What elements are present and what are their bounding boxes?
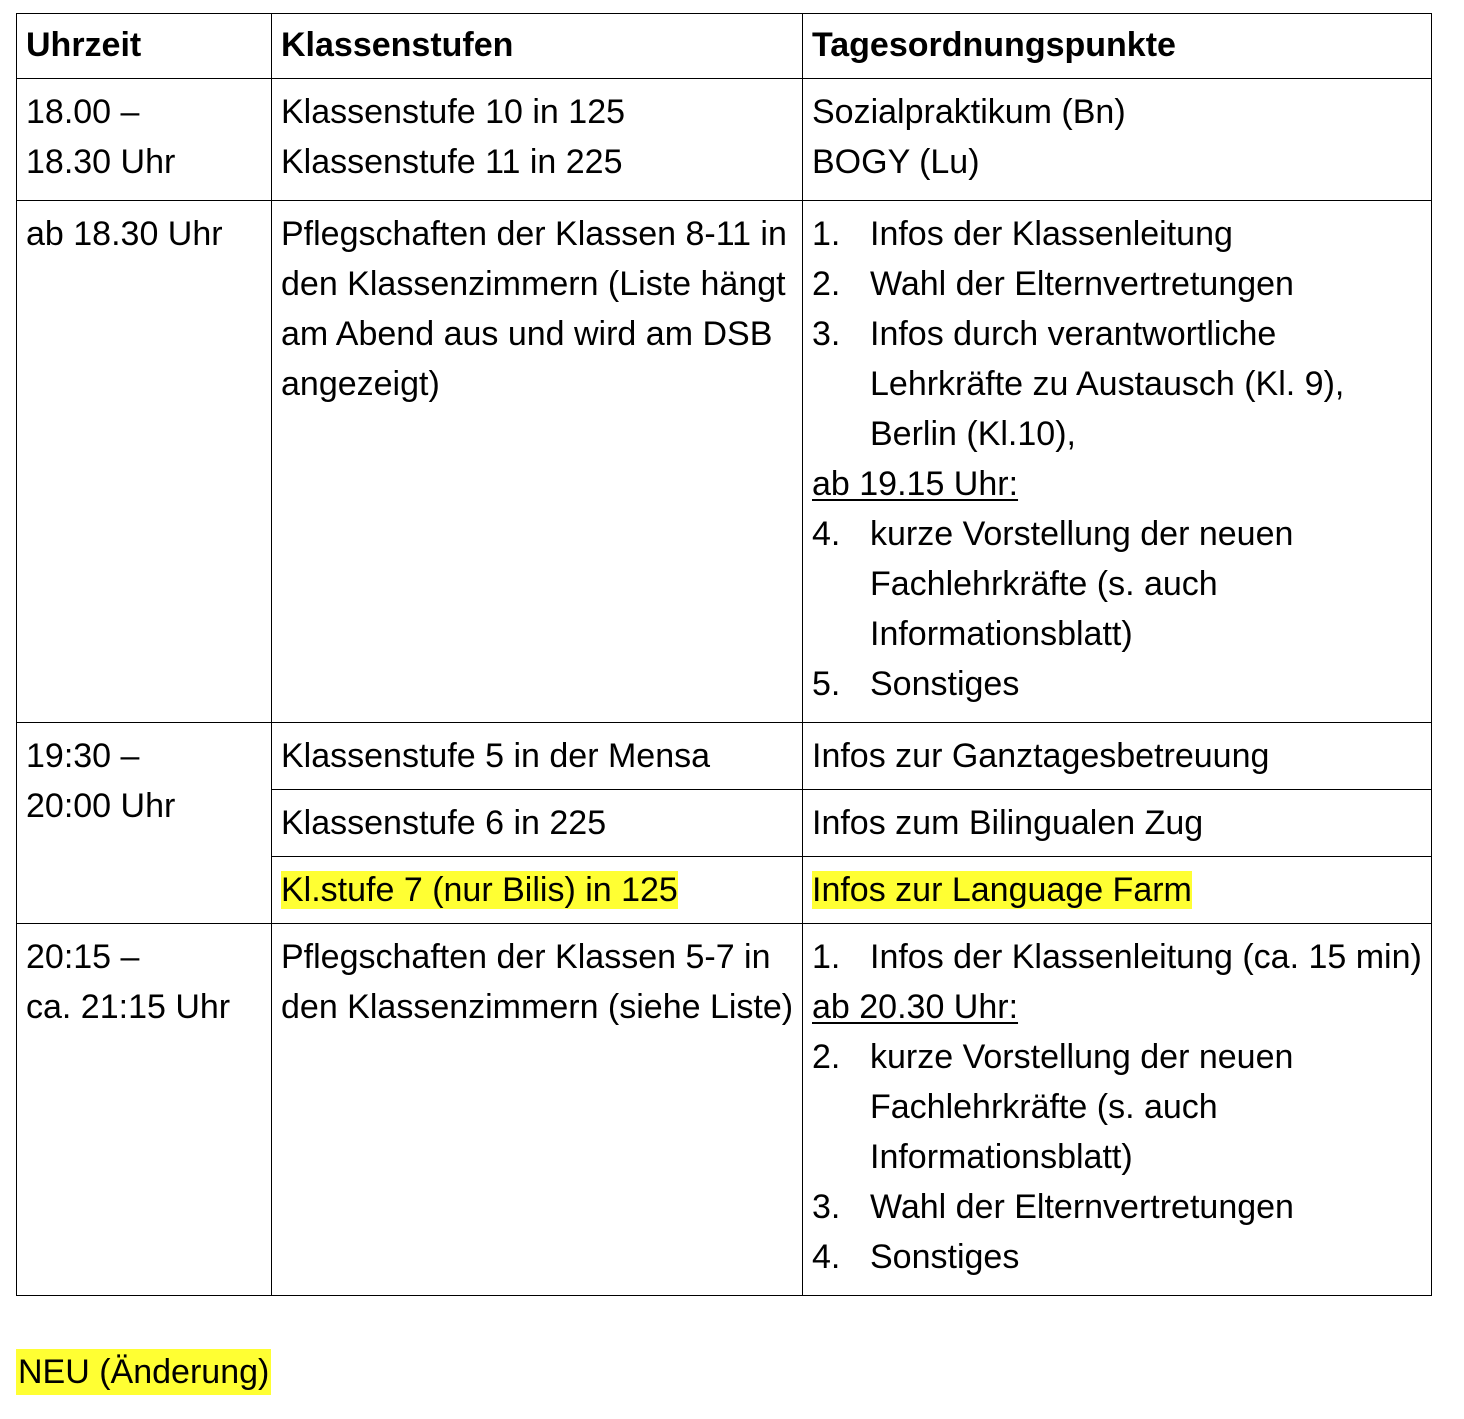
header-grades: Klassenstufen — [272, 14, 803, 79]
grade-entry: Klassenstufe 5 in der Mensa — [281, 737, 711, 775]
grades-cell — [272, 857, 803, 924]
item-text: Infos der Klassenleitung — [870, 215, 1233, 253]
grades-cell — [272, 723, 803, 790]
item-text: Infos durch verantwortliche Lehrkräfte zu Austausch (Kl. 9), Berlin (Kl.10), — [870, 315, 1345, 453]
header-row — [17, 14, 1432, 79]
item-number: 5. — [812, 665, 841, 703]
agenda-list — [812, 1032, 1423, 1282]
list-item — [812, 932, 1423, 982]
grades-cell — [272, 924, 803, 1296]
agenda-cell — [803, 723, 1432, 790]
list-item — [812, 1182, 1423, 1232]
time-sublabel: ab 20.30 Uhr: — [812, 988, 1019, 1026]
time-end: ca. 21:15 Uhr — [26, 988, 231, 1026]
agenda-entry: Infos zum Bilingualen Zug — [812, 804, 1204, 842]
header-agenda: Tagesordnungspunkte — [803, 14, 1432, 79]
agenda-cell — [803, 790, 1432, 857]
agenda-list — [812, 209, 1423, 459]
time-start: 19:30 – — [26, 737, 140, 775]
item-number: 2. — [812, 1038, 841, 1076]
grades-cell — [272, 790, 803, 857]
grades-cell — [272, 201, 803, 723]
agenda-entry: Sozialpraktikum (Bn) — [812, 93, 1126, 131]
list-item — [812, 309, 1423, 459]
list-item — [812, 1032, 1423, 1182]
time-sublabel: ab 19.15 Uhr: — [812, 465, 1019, 503]
agenda-cell — [803, 201, 1432, 723]
agenda-cell — [803, 857, 1432, 924]
agenda-list — [812, 932, 1423, 982]
item-number: 4. — [812, 1238, 841, 1276]
agenda-entry: BOGY (Lu) — [812, 143, 980, 181]
item-text: Wahl der Elternvertretungen — [870, 1188, 1294, 1226]
item-text: kurze Vorstellung der neuen Fachlehrkräfte (s. auch Informationsblatt) — [870, 515, 1294, 653]
item-text: kurze Vorstellung der neuen Fachlehrkräfte (s. auch Informationsblatt) — [870, 1038, 1294, 1176]
item-number: 4. — [812, 515, 841, 553]
agenda-entry-highlighted: Infos zur Language Farm — [812, 871, 1192, 909]
time-end: 18.30 Uhr — [26, 143, 176, 181]
table-row — [17, 723, 1432, 790]
agenda-entry: Infos zur Ganztagesbetreuung — [812, 737, 1270, 775]
agenda-table — [16, 13, 1432, 1296]
list-item — [812, 209, 1423, 259]
time-range: ab 18.30 Uhr — [26, 215, 223, 253]
item-text: Sonstiges — [870, 1238, 1020, 1276]
list-item — [812, 509, 1423, 659]
grade-entry: Klassenstufe 11 in 225 — [281, 143, 623, 181]
list-item — [812, 659, 1423, 709]
item-text: Wahl der Elternvertretungen — [870, 265, 1294, 303]
agenda-list — [812, 509, 1423, 709]
grade-entry: Klassenstufe 6 in 225 — [281, 804, 607, 842]
item-number: 1. — [812, 938, 841, 976]
table-row — [17, 201, 1432, 723]
agenda-cell — [803, 924, 1432, 1296]
grade-entry-highlighted: Kl.stufe 7 (nur Bilis) in 125 — [281, 871, 678, 909]
table-row — [17, 924, 1432, 1296]
time-cell — [17, 79, 272, 201]
grade-entry: Klassenstufe 10 in 125 — [281, 93, 626, 131]
item-number: 1. — [812, 215, 841, 253]
grades-text: Pflegschaften der Klassen 8-11 in den Klassenzimmern (Liste hängt am Abend aus und wird am DSB angezeigt) — [281, 215, 787, 403]
time-cell — [17, 924, 272, 1296]
item-number: 3. — [812, 315, 841, 353]
agenda-cell — [803, 79, 1432, 201]
item-text: Sonstiges — [870, 665, 1020, 703]
item-number: 2. — [812, 265, 841, 303]
header-time: Uhrzeit — [17, 14, 272, 79]
time-start: 20:15 – — [26, 938, 140, 976]
item-number: 3. — [812, 1188, 841, 1226]
list-item — [812, 1232, 1423, 1282]
grades-cell — [272, 79, 803, 201]
change-note: NEU (Änderung) — [16, 1349, 271, 1395]
time-cell — [17, 723, 272, 924]
item-text: Infos der Klassenleitung (ca. 15 min) — [870, 938, 1422, 976]
time-start: 18.00 – — [26, 93, 140, 131]
grades-text: Pflegschaften der Klassen 5-7 in den Klassenzimmern (siehe Liste) — [281, 938, 794, 1026]
table-row — [17, 79, 1432, 201]
time-cell — [17, 201, 272, 723]
list-item — [812, 259, 1423, 309]
time-end: 20:00 Uhr — [26, 787, 176, 825]
